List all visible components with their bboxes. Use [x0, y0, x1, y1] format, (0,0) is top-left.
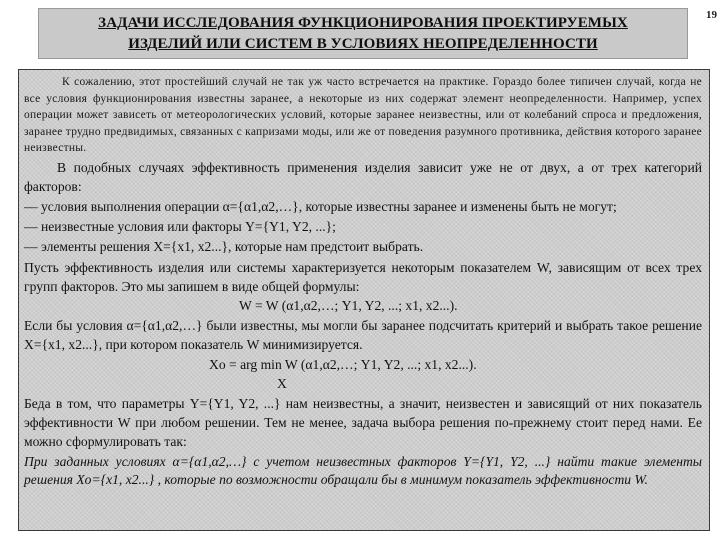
task-statement: При заданных условиях α={α1,α2,…} с учетом неизвестных факторов Y={Y1, Y2, ...} найти такие элементы решения Xo={x1, x2...} , которые по возможности обращали бы в минимум показатель эффективности W. [24, 453, 702, 488]
efficiency-formula: W = W (α1,α2,…; Y1, Y2, ...; x1, x2...). [239, 297, 458, 313]
factor-known-conditions: — условия выполнения операции α={α1,α2,…}, которые известны заранее и изменены быть не могут; [24, 198, 617, 214]
intro-paragraph: К сожалению, этот простейший случай не так уж часто встречается на практике. Гораздо более типичен случай, когда не все условия функционирования известны заранее, а некоторые из них содержат элемент неопределенности. Например, успех операции может зависеть от метеорологических условий, которые заранее неизвестны, или от колебаний спроса и предложения, заранее трудно предвидимых, связанных с капризами моды, или же от поведения разумного противника, действия которого заранее неизвестны. [24, 76, 702, 154]
page-number: 19 [706, 9, 717, 21]
efficiency-paragraph: Пусть эффективность изделия или системы характеризуется некоторым показателем W, зависящим от всех трех групп факторов. Это мы запишем в виде общей формулы: [24, 259, 702, 294]
slide-title-line-2: ИЗДЕЛИЙ ИЛИ СИСТЕМ В УСЛОВИЯХ НЕОПРЕДЕЛЕННОСТИ [128, 36, 598, 52]
known-conditions-paragraph: Если бы условия α={α1,α2,…} были известны, мы могли бы заранее подсчитать критерий и выбрать такое решение X={x1, x2...}, при котором показатель W минимизируется. [24, 318, 702, 353]
content-box [18, 69, 710, 531]
problem-paragraph: Беда в том, что параметры Y={Y1, Y2, ...} нам неизвестны, а значит, неизвестен и зависящий от них показатель эффективности W при любом решении. Тем не менее, задача выбора решения по-прежнему стоит перед нами. Ее можно сформулировать так: [24, 395, 702, 450]
factors-intro-paragraph: В подобных случаях эффективность применения изделия зависит уже не от двух, а от трех категорий факторов: [24, 159, 702, 194]
slide-title-line-1: ЗАДАЧИ ИССЛЕДОВАНИЯ ФУНКЦИОНИРОВАНИЯ ПРОЕКТИРУЕМЫХ [98, 15, 628, 31]
argmin-formula: Xo = arg min W (α1,α2,…; Y1, Y2, ...; x1, x2...). [209, 356, 477, 372]
argmin-subscript: X [277, 375, 287, 391]
factor-unknown-conditions: — неизвестные условия или факторы Y={Y1, Y2, ...}; [24, 219, 336, 235]
factor-decision-elements: — элементы решения X={x1, x2...}, которые нам предстоит выбрать. [24, 239, 424, 255]
slide-title-box [38, 8, 688, 59]
